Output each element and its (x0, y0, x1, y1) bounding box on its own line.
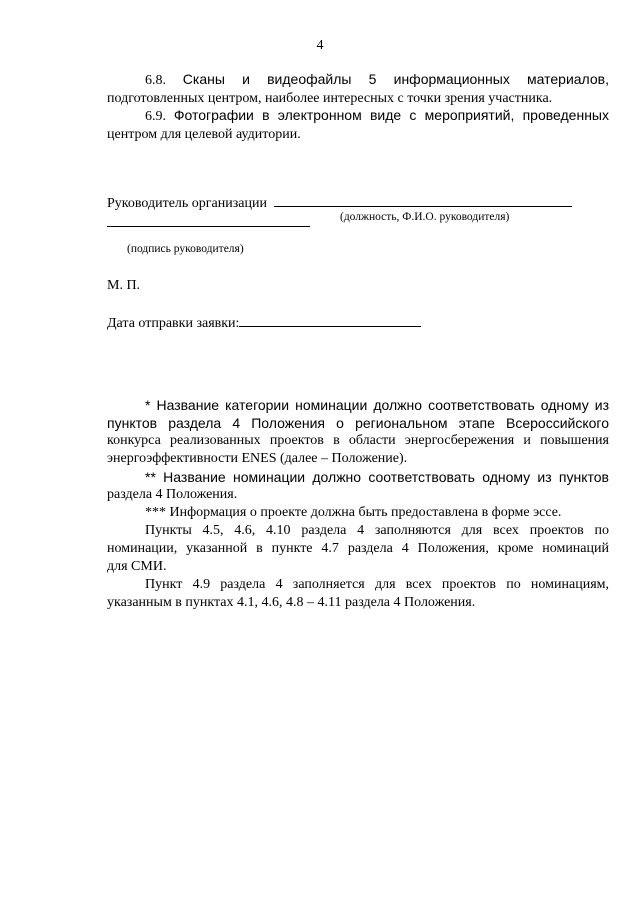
footnote-4-line3: для СМИ. (107, 559, 167, 574)
footnote-5-line2: указанным в пунктах 4.1, 4.6, 4.8 – 4.11 раздела 4 Положения. (107, 595, 476, 610)
item-6-9-line1 (107, 106, 609, 126)
item-6-8-number: 6.8. (145, 73, 166, 88)
item-6-9 (107, 106, 609, 144)
footnote-1-line2: пунктов раздела 4 Положения о региональном этапе Всероссийского (107, 415, 609, 431)
head-label: Руководитель организации (107, 196, 267, 211)
date-row (107, 312, 609, 333)
stamp-label: М. П. (107, 278, 141, 293)
item-6-8 (107, 70, 609, 108)
item-6-8-text: Сканы и видеофайлы 5 информационных материалов, (182, 71, 609, 87)
date-line (239, 312, 421, 327)
page-number: 4 (316, 38, 324, 53)
footnote-2-line2: раздела 4 Положения. (107, 487, 238, 502)
item-6-9-text: Фотографии в электронном виде с мероприятий, проведенных (173, 107, 609, 123)
footnote-1 (107, 396, 609, 468)
footnote-2 (107, 468, 609, 504)
footnote-5 (107, 576, 609, 612)
footnote-3 (107, 504, 609, 522)
sign-caption: (подпись руководителя) (127, 243, 244, 255)
footnote-1-line1: * Название категории номинации должно соответствовать одному из (145, 397, 609, 413)
item-6-9-line2: центром для целевой аудитории. (107, 127, 301, 142)
footnote-2-line1: ** Название номинации должно соответствовать одному из пунктов (145, 469, 609, 485)
date-label: Дата отправки заявки: (107, 316, 240, 331)
footnote-1-line4: энергоэффективности ENES (далее – Положение). (107, 451, 408, 466)
footnote-4-line1: Пункты 4.5, 4.6, 4.10 раздела 4 заполняются для всех проектов по (145, 523, 609, 538)
item-6-8-line2: подготовленных центром, наиболее интересных с точки зрения участника. (107, 91, 553, 106)
item-6-8-line1 (107, 70, 609, 90)
footnote-5-line1: Пункт 4.9 раздела 4 заполняется для всех проектов по номинациям, (145, 577, 609, 592)
head-name-line (274, 192, 572, 207)
signature-line (107, 226, 310, 227)
footnote-1-line3: конкурса реализованных проектов в области энергосбережения и повышения (107, 433, 609, 448)
footnote-3-line1: *** Информация о проекте должна быть предоставлена в форме эссе. (145, 505, 562, 520)
head-caption: (должность, Ф.И.О. руководителя) (340, 211, 510, 223)
footnote-4-line2: номинации, указанной в пункте 4.7 раздела 4 Положения, кроме номинаций (107, 541, 609, 556)
item-6-9-number: 6.9. (145, 109, 166, 124)
footnote-4 (107, 522, 609, 576)
